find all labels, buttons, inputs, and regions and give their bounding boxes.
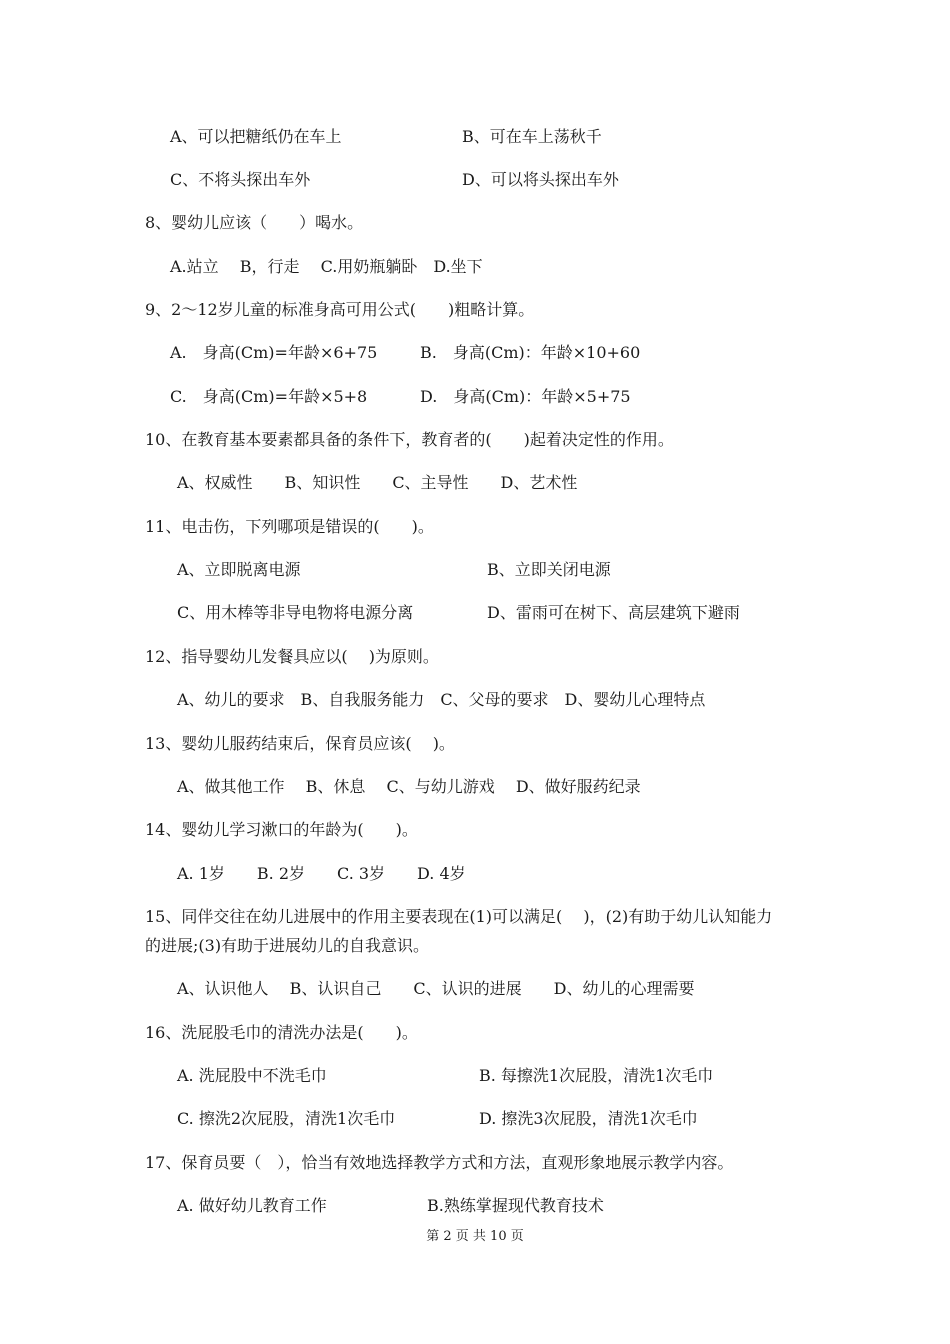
- q14-stem: 14、婴幼儿学习漱口的年龄为( )。: [145, 820, 418, 839]
- q7-option-b: B、可在车上荡秋千: [462, 127, 602, 146]
- q7-option-d: D、可以将头探出车外: [462, 170, 619, 189]
- q16-stem: 16、洗屁股毛巾的清洗办法是( )。: [145, 1023, 418, 1042]
- q9-option-d: D. 身高(Cm)：年龄×5+75: [420, 387, 631, 406]
- q15-stem-line1: 15、同伴交往在幼儿进展中的作用主要表现在(1)可以满足( )，(2)有助于幼儿认知能力: [145, 907, 773, 926]
- q14-options: A. 1岁 B. 2岁 C. 3岁 D. 4岁: [177, 864, 466, 883]
- q8-options: A.站立 B，行走 C.用奶瓶躺卧 D.坐下: [170, 257, 483, 276]
- q9-stem: 9、2～12岁儿童的标准身高可用公式( )粗略计算。: [145, 300, 535, 319]
- q17-option-b: B.熟练掌握现代教育技术: [427, 1196, 604, 1215]
- q11-option-b: B、立即关闭电源: [487, 560, 611, 579]
- q15-options: A、认识他人 B、认识自己 C、认识的进展 D、幼儿的心理需要: [177, 979, 695, 998]
- q9-option-a: A. 身高(Cm)=年龄×6+75: [170, 343, 378, 362]
- q12-stem: 12、指导婴幼儿发餐具应以( )为原则。: [145, 647, 439, 666]
- q8-stem: 8、婴幼儿应该（ ）喝水。: [145, 213, 364, 232]
- q15-stem-line2: 的进展;(3)有助于进展幼儿的自我意识。: [145, 936, 430, 955]
- q9-option-c: C. 身高(Cm)=年龄×5+8: [170, 387, 368, 406]
- q7-option-c: C、不将头探出车外: [170, 170, 311, 189]
- q7-option-a: A、可以把糖纸仍在车上: [170, 127, 342, 146]
- q11-option-c: C、用木棒等非导电物将电源分离: [177, 603, 414, 622]
- q16-option-a: A. 洗屁股中不洗毛巾: [177, 1066, 327, 1085]
- q11-stem: 11、电击伤，下列哪项是错误的( )。: [145, 517, 434, 536]
- q11-option-d: D、雷雨可在树下、高层建筑下避雨: [487, 603, 740, 622]
- page-number-footer: 第 2 页 共 10 页: [426, 1229, 524, 1244]
- q11-option-a: A、立即脱离电源: [177, 560, 301, 579]
- q12-options: A、幼儿的要求 B、自我服务能力 C、父母的要求 D、婴幼儿心理特点: [177, 690, 706, 709]
- q13-options: A、做其他工作 B、休息 C、与幼儿游戏 D、做好服药纪录: [177, 777, 641, 796]
- q9-option-b: B. 身高(Cm)：年龄×10+60: [420, 343, 641, 362]
- q16-option-d: D. 擦洗3次屁股，清洗1次毛巾: [479, 1109, 698, 1128]
- q16-option-b: B. 每擦洗1次屁股，清洗1次毛巾: [479, 1066, 714, 1085]
- q16-option-c: C. 擦洗2次屁股，清洗1次毛巾: [177, 1109, 396, 1128]
- q10-options: A、权威性 B、知识性 C、主导性 D、艺术性: [177, 473, 578, 492]
- q13-stem: 13、婴幼儿服药结束后，保育员应该( )。: [145, 734, 455, 753]
- q17-option-a: A. 做好幼儿教育工作: [177, 1196, 327, 1215]
- q17-stem: 17、保育员要（ ），恰当有效地选择教学方式和方法，直观形象地展示教学内容。: [145, 1153, 734, 1172]
- q10-stem: 10、在教育基本要素都具备的条件下，教育者的( )起着决定性的作用。: [145, 430, 674, 449]
